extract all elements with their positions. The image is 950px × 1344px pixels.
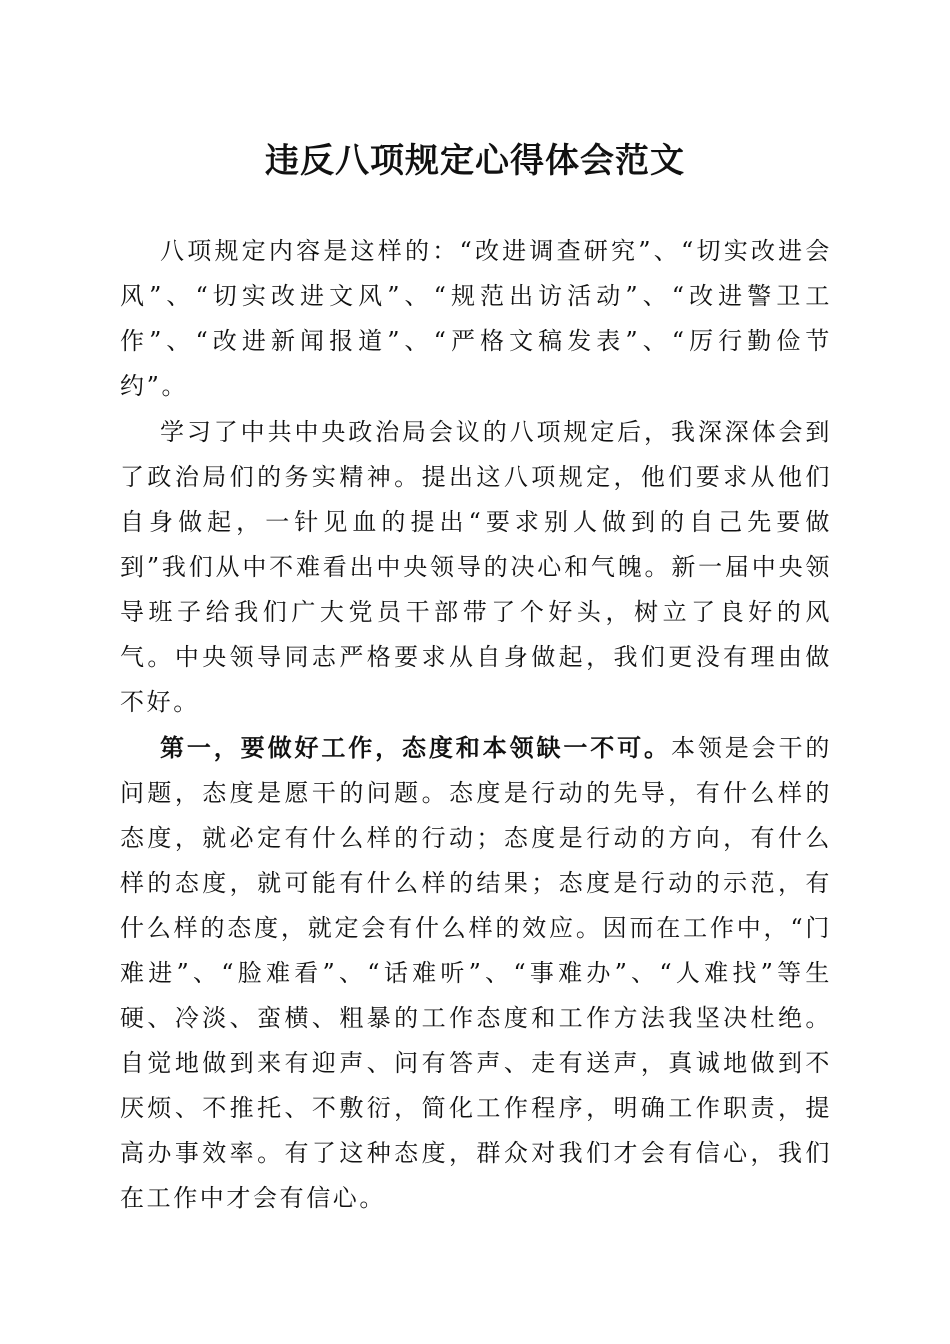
- document-title: 违反八项规定心得体会范文: [265, 141, 685, 181]
- paragraph-eight-rules: [120, 228, 832, 409]
- paragraph-study-reflection: [120, 409, 832, 725]
- paragraph-lead-bold: 第一，要做好工作，态度和本领缺一不可。: [160, 733, 671, 762]
- document-body: [120, 228, 832, 1221]
- paragraph-text: 本领是会干的问题，态度是愿干的问题。态度是行动的先导，有什么样的态度，就必定有什么样的行动；态度是行动的方向，有什么样的态度，就可能有什么样的结果；态度是行动的示范，有什么样的态度，就定会有什么样的效应。因而在工作中，“门难进”、“脸难看”、“话难听”、“事难办”、“人难找”等生硬、冷淡、蛮横、粗暴的工作态度和工作方法我坚决杜绝。自觉地做到来有迎声、问有答声、走有送声，真诚地做到不厌烦、不推托、不敷衍，简化工作程序，明确工作职责，提高办事效率。有了这种态度，群众对我们才会有信心，我们在工作中才会有信心。: [120, 734, 832, 1212]
- paragraph-first-point: [120, 725, 832, 1221]
- paragraph-text: 八项规定内容是这样的：“改进调查研究”、“切实改进会风”、“切实改进文风”、“规范出访活动”、“改进警卫工作”、“改进新闻报道”、“严格文稿发表”、“厉行勤俭节约”。: [120, 237, 832, 400]
- paragraph-text: 学习了中共中央政治局会议的八项规定后，我深深体会到了政治局们的务实精神。提出这八项规定，他们要求从他们自身做起，一针见血的提出“要求别人做到的自己先要做到”我们从中不难看出中央领导的决心和气魄。新一届中央领导班子给我们广大党员干部带了个好头，树立了良好的风气。中央领导同志严格要求从自身做起，我们更没有理由做不好。: [120, 418, 832, 716]
